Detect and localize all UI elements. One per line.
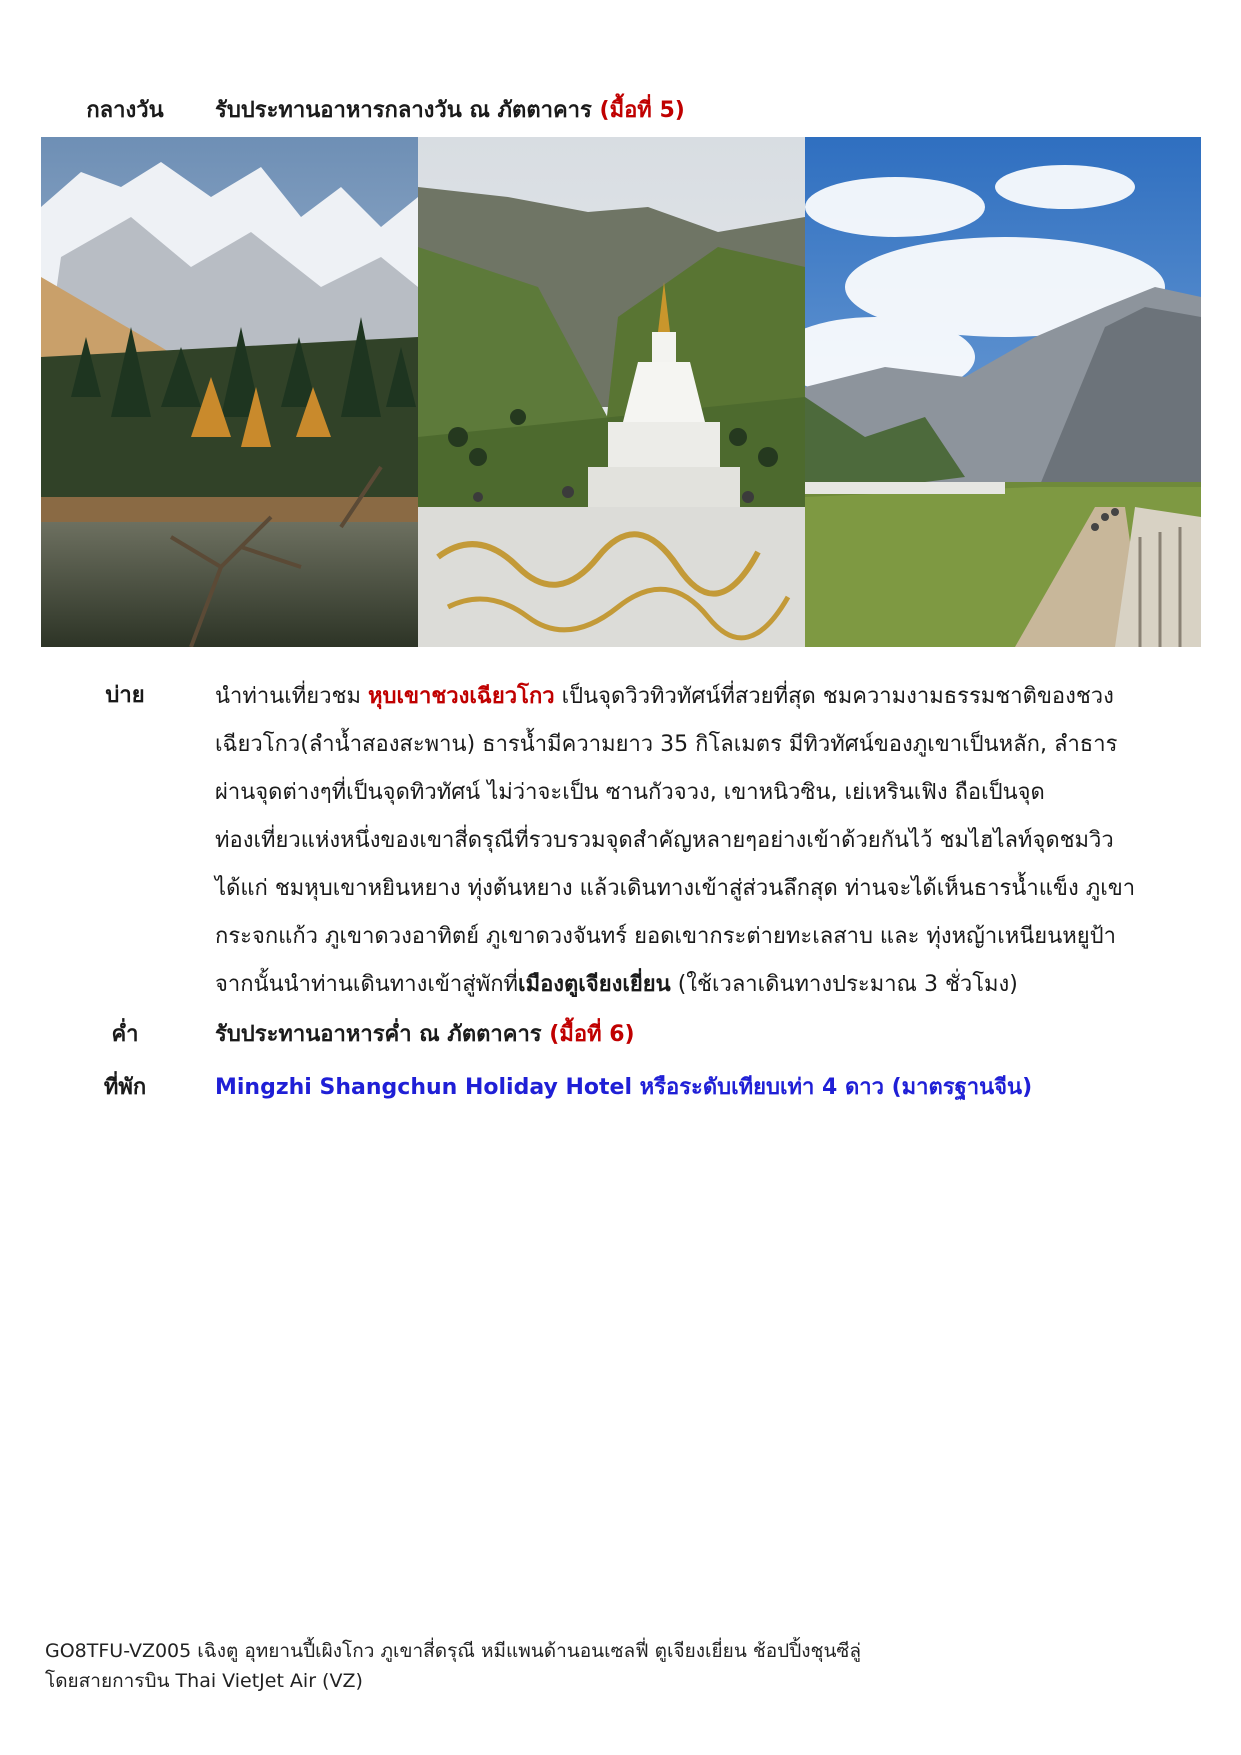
line-text: จากนั้นนำท่านเดินทางเข้าสู่พักที่ (215, 972, 519, 997)
footer-program-title: GO8TFU-VZ005 เฉิงตู อุทยานปี้เผิงโกว ภูเขาสี่ดรุณี หมีแพนด้านอนเซลฟี่ ตูเจียงเยี่ยน ช้อปปิ้งชุนซีลู่ (45, 1640, 861, 1662)
lunch-row (0, 88, 1241, 128)
afternoon-line: ได้แก่ ชมหุบเขาหยินหยาง ทุ่งต้นหยาง แล้วเดินทางเข้าสู่ส่วนลึกสุด ท่านจะได้เห็นธารน้ำแข็ง ภูเขา (215, 876, 1136, 901)
line-text: เป็นจุดวิวทิวทัศน์ที่สวยที่สุด ชมความงามธรรมชาติของชวง (554, 684, 1114, 709)
afternoon-line: ผ่านจุดต่างๆที่เป็นจุดทิวทัศน์ ไม่ว่าจะเป็น ซานกัวจวง, เขาหนิวซิน, เย่เหรินเฟิง ถือเป็นจุด (215, 780, 1045, 805)
afternoon-description (215, 673, 1190, 1009)
hotel-name: Mingzhi Shangchun Holiday Hotel (215, 1075, 632, 1100)
afternoon-label: บ่าย (105, 683, 145, 708)
photo-strip (41, 137, 1201, 647)
afternoon-line: กระจกแก้ว ภูเขาดวงอาทิตย์ ภูเขาดวงจันทร์ ยอดเขากระต่ายทะเลสาบ และ ทุ่งหญ้าเหนียนหยูป้า (215, 924, 1116, 949)
travel-time: (ใช้เวลาเดินทางประมาณ 3 ชั่วโมง) (670, 972, 1018, 997)
lunch-text (215, 92, 685, 127)
mountain-lake-photo (41, 137, 418, 647)
hotel-text (215, 1069, 1032, 1104)
footer-airline: โดยสายการบิน Thai VietJet Air (VZ) (45, 1670, 363, 1692)
afternoon-line: ท่องเที่ยวแห่งหนึ่งของเขาสี่ดรุณีที่รวบรวมจุดสำคัญหลายๆอย่างเข้าด้วยกันไว้ ชมไฮไลท์จุดชมวิว (215, 828, 1114, 853)
afternoon-line-last (215, 961, 1190, 1009)
lunch-description: รับประทานอาหารกลางวัน ณ ภัตตาคาร (215, 98, 600, 123)
dinner-text (215, 1016, 635, 1051)
line-text: นำท่านเที่ยวชม (215, 684, 368, 709)
page-footer (45, 1636, 861, 1696)
lunch-meal-number: (มื้อที่ 5) (599, 98, 685, 123)
boardwalk-meadow-photo (805, 137, 1201, 647)
afternoon-line (215, 673, 1190, 721)
attraction-name: หุบเขาชวงเฉียวโกว (367, 684, 555, 709)
dinner-meal-number: (มื้อที่ 6) (549, 1022, 635, 1047)
dinner-description: รับประทานอาหารค่ำ ณ ภัตตาคาร (215, 1022, 550, 1047)
hotel-grade: หรือระดับเทียบเท่า 4 ดาว (มาตรฐานจีน) (632, 1075, 1033, 1100)
afternoon-line: เฉียวโกว(ลำน้ำสองสะพาน) ธารน้ำมีความยาว 35 กิโลเมตร มีทิวทัศน์ของภูเขาเป็นหลัก, ลำธาร (215, 732, 1118, 757)
stupa-valley-photo (418, 137, 805, 647)
dinner-label: ค่ำ (111, 1022, 139, 1047)
destination-city: เมืองตูเจียงเยี่ยน (518, 972, 671, 997)
hotel-label: ที่พัก (103, 1075, 147, 1100)
lunch-label: กลางวัน (86, 98, 164, 123)
